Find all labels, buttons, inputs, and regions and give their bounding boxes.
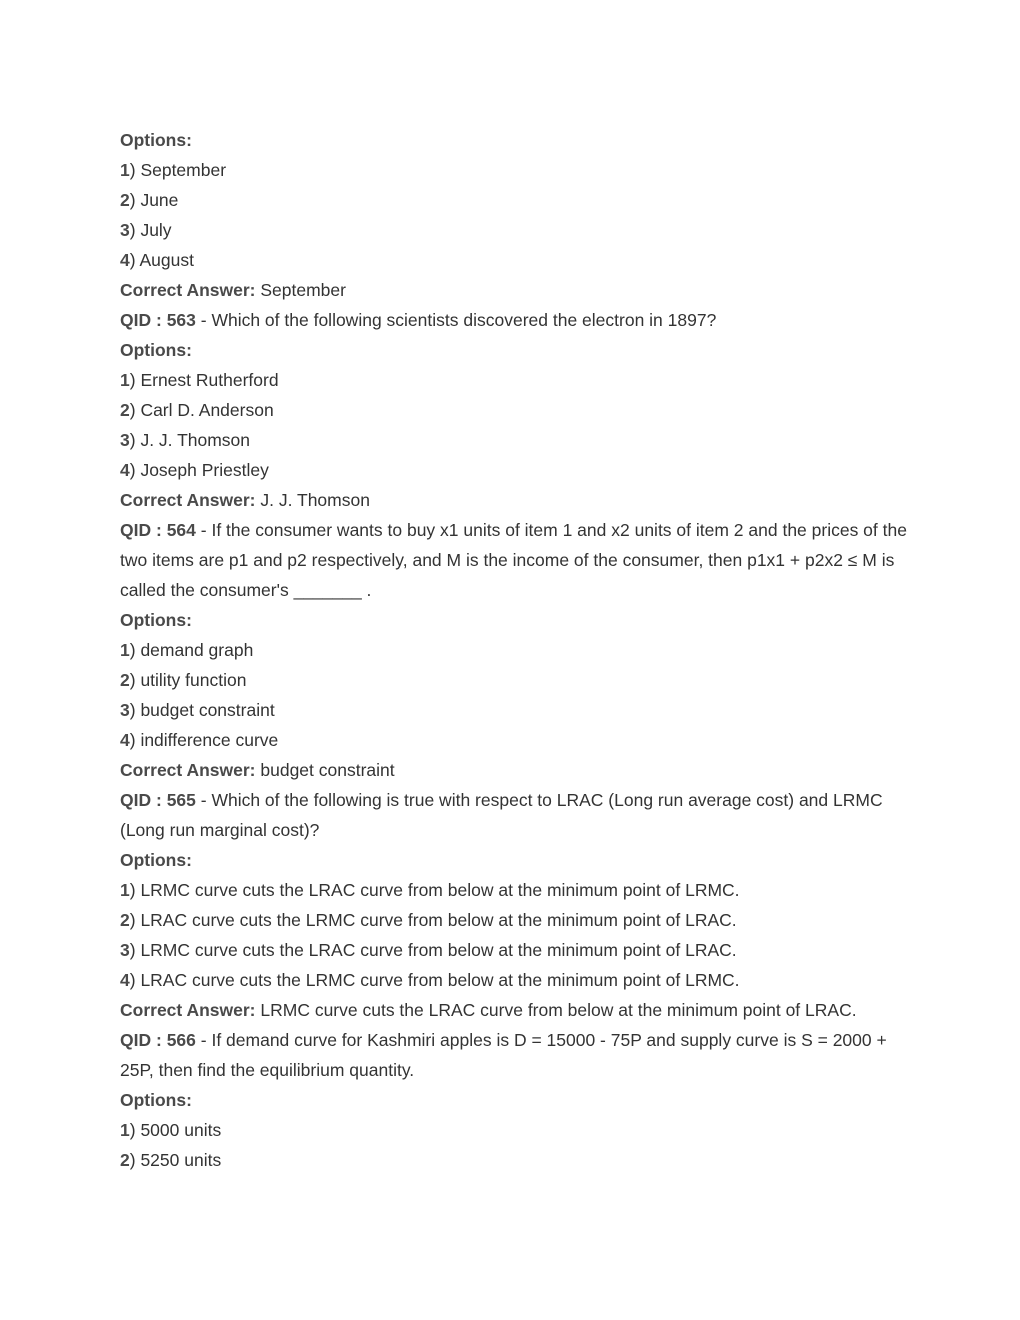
correct-answer: Correct Answer: September xyxy=(120,280,346,300)
question-block xyxy=(120,305,910,515)
option-item: 2) Carl D. Anderson xyxy=(120,400,274,420)
question-block xyxy=(120,1025,910,1175)
option-item: 1) demand graph xyxy=(120,640,254,660)
question-text: QID : 565 - Which of the following is true with respect to LRAC (Long run average cost) and LRMC (Long run marginal cost)? xyxy=(120,790,883,840)
options-heading: Options: xyxy=(120,850,192,870)
option-item: 3) budget constraint xyxy=(120,700,275,720)
question-text: QID : 566 - If demand curve for Kashmiri apples is D = 15000 - 75P and supply curve is S = 2000 + 25P, then find the equilibrium quantity. xyxy=(120,1030,887,1080)
question-block xyxy=(120,785,910,1025)
option-item: 2) 5250 units xyxy=(120,1150,222,1170)
option-item: 2) utility function xyxy=(120,670,247,690)
document-body xyxy=(120,125,910,1175)
options-heading: Options: xyxy=(120,1090,192,1110)
option-item: 1) Ernest Rutherford xyxy=(120,370,279,390)
question-text: QID : 564 - If the consumer wants to buy x1 units of item 1 and x2 units of item 2 and the prices of the two items are p1 and p2 respectively, and M is the income of the consumer, then p1x1 + p2x2 ≤ M is called the consumer's _______ . xyxy=(120,520,907,600)
option-item: 2) June xyxy=(120,190,179,210)
correct-answer: Correct Answer: budget constraint xyxy=(120,760,395,780)
options-heading: Options: xyxy=(120,340,192,360)
correct-answer: Correct Answer: J. J. Thomson xyxy=(120,490,370,510)
option-item: 1) LRMC curve cuts the LRAC curve from below at the minimum point of LRMC. xyxy=(120,880,740,900)
option-item: 1) September xyxy=(120,160,227,180)
question-block xyxy=(120,125,910,305)
option-item: 2) LRAC curve cuts the LRMC curve from below at the minimum point of LRAC. xyxy=(120,910,737,930)
option-item: 4) Joseph Priestley xyxy=(120,460,269,480)
options-heading: Options: xyxy=(120,610,192,630)
options-heading: Options: xyxy=(120,130,192,150)
option-item: 3) LRMC curve cuts the LRAC curve from below at the minimum point of LRAC. xyxy=(120,940,737,960)
correct-answer: Correct Answer: LRMC curve cuts the LRAC curve from below at the minimum point of LRAC. xyxy=(120,1000,857,1020)
question-text: QID : 563 - Which of the following scientists discovered the electron in 1897? xyxy=(120,310,717,330)
question-block xyxy=(120,515,910,785)
option-item: 1) 5000 units xyxy=(120,1120,222,1140)
option-item: 3) J. J. Thomson xyxy=(120,430,251,450)
option-item: 4) indifference curve xyxy=(120,730,279,750)
option-item: 4) LRAC curve cuts the LRMC curve from below at the minimum point of LRMC. xyxy=(120,970,740,990)
option-item: 3) July xyxy=(120,220,172,240)
option-item: 4) August xyxy=(120,250,194,270)
